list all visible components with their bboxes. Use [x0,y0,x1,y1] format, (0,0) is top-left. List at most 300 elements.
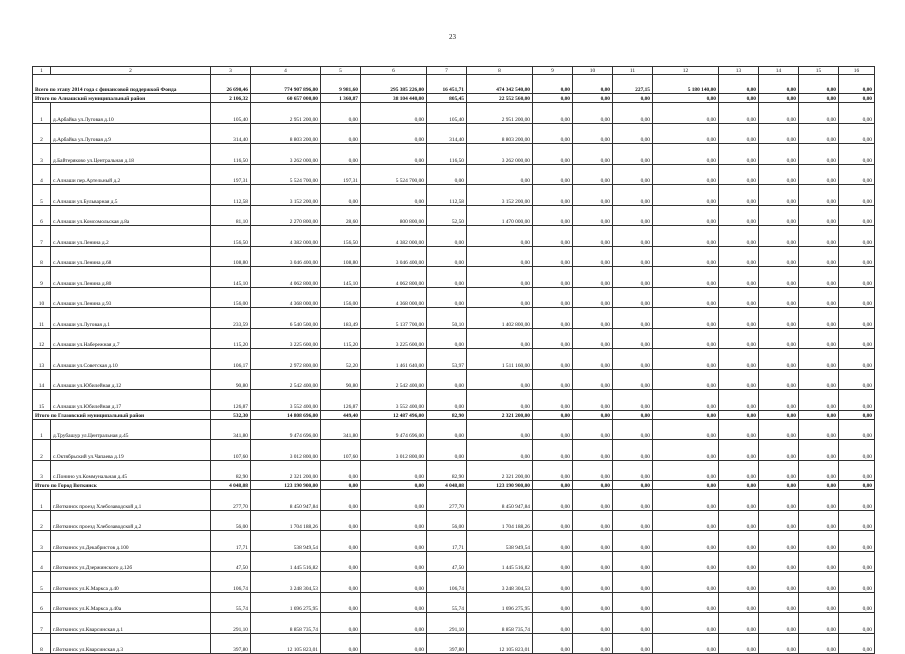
value-cell: 0,00 [839,633,875,654]
column-number: 8 [467,67,533,75]
value-cell: 0,00 [613,328,653,349]
column-number: 11 [613,67,653,75]
address-cell: с.Алнаши ул.Ленина д.80 [51,267,211,288]
value-cell: 0,00 [799,419,839,440]
table-row [33,490,875,511]
row-index: 2 [33,123,51,144]
value-cell: 0,00 [719,246,759,267]
column-number: 13 [719,67,759,75]
total-value: 0,00 [613,410,653,419]
value-cell: 0,00 [533,308,573,329]
value-cell: 0,00 [533,287,573,308]
value-cell: 0,00 [653,633,719,654]
value-cell: 0,00 [361,531,427,552]
value-cell: 8 858 735,74 [467,613,533,634]
value-cell: 0,00 [613,419,653,440]
value-cell: 0,00 [653,460,719,481]
table-row [33,349,875,370]
value-cell: 0,00 [839,164,875,185]
value-cell: 0,00 [427,328,467,349]
total-value: 4 048,08 [427,481,467,490]
value-cell: 0,00 [719,185,759,206]
address-cell: д.Трубашур ул.Центральная д.45 [51,419,211,440]
table-row [33,551,875,572]
total-value: 0,00 [613,94,653,103]
total-value: 0,00 [653,94,719,103]
value-cell: 0,00 [613,592,653,613]
row-index: 5 [33,572,51,593]
table-row [33,531,875,552]
total-value: 0,00 [719,75,759,94]
value-cell: 0,00 [613,144,653,165]
value-cell: 0,00 [533,572,573,593]
value-cell: 0,00 [719,613,759,634]
value-cell: 0,00 [361,592,427,613]
address-cell: д.Арбайка ул.Луговая д.9 [51,123,211,144]
value-cell: 3 046 400,00 [361,246,427,267]
value-cell: 0,00 [839,440,875,461]
value-cell: 0,00 [533,460,573,481]
value-cell: 2 542 400,00 [251,369,321,390]
value-cell: 0,00 [613,226,653,247]
address-cell: с.Понино ул.Коммунальная д.45 [51,460,211,481]
value-cell: 0,00 [533,390,573,411]
value-cell: 0,00 [321,531,361,552]
value-cell: 5 137 700,00 [361,308,427,329]
total-value: 1 360,87 [321,94,361,103]
value-cell: 0,00 [573,510,613,531]
value-cell: 0,00 [321,144,361,165]
value-cell: 52,50 [427,205,467,226]
total-value: 0,00 [839,481,875,490]
value-cell: 277,70 [211,490,251,511]
value-cell: 0,00 [839,613,875,634]
value-cell: 0,00 [427,390,467,411]
table-row [33,633,875,654]
value-cell: 0,00 [653,349,719,370]
value-cell: 0,00 [613,267,653,288]
value-cell: 0,00 [467,390,533,411]
value-cell: 0,00 [573,226,613,247]
value-cell: 156,00 [321,287,361,308]
value-cell: 5 524 700,00 [251,164,321,185]
total-value: 0,00 [321,481,361,490]
value-cell: 0,00 [321,510,361,531]
column-number: 5 [321,67,361,75]
value-cell: 0,00 [839,572,875,593]
row-index: 2 [33,510,51,531]
value-cell: 1 445 516,82 [251,551,321,572]
total-value: 0,00 [573,481,613,490]
value-cell: 0,00 [719,328,759,349]
address-cell: с.Алнаши пер.Артельный д.2 [51,164,211,185]
column-number: 7 [427,67,467,75]
value-cell: 0,00 [613,613,653,634]
value-cell: 0,00 [719,308,759,329]
value-cell: 0,00 [839,369,875,390]
value-cell: 1 511 160,00 [467,349,533,370]
value-cell: 291,10 [427,613,467,634]
address-cell: г.Воткинск проезд Хлебозаводской д.1 [51,490,211,511]
value-cell: 0,00 [533,226,573,247]
column-number: 6 [361,67,427,75]
value-cell: 115,20 [321,328,361,349]
total-label: Итого по Глазовский муниципальный район [33,410,211,419]
value-cell: 0,00 [653,287,719,308]
value-cell: 397,80 [211,633,251,654]
total-value: 0,00 [799,94,839,103]
total-value: 0,00 [799,481,839,490]
value-cell: 0,00 [799,308,839,329]
value-cell: 3 552 400,00 [361,390,427,411]
value-cell: 0,00 [719,419,759,440]
value-cell: 0,00 [799,490,839,511]
total-value: 0,00 [719,481,759,490]
value-cell: 0,00 [759,308,799,329]
value-cell: 12 105 823,01 [251,633,321,654]
value-cell: 2 270 800,00 [251,205,321,226]
value-cell: 0,00 [799,369,839,390]
total-value: 4 048,08 [211,481,251,490]
value-cell: 156,50 [211,226,251,247]
value-cell: 0,00 [573,205,613,226]
value-cell: 0,00 [533,267,573,288]
row-index: 6 [33,205,51,226]
value-cell: 800 800,00 [361,205,427,226]
value-cell: 126,87 [321,390,361,411]
total-value: 0,00 [653,481,719,490]
total-value: 0,00 [799,75,839,94]
column-number: 15 [799,67,839,75]
value-cell: 0,00 [613,369,653,390]
table-row [33,390,875,411]
value-cell: 90,80 [321,369,361,390]
value-cell: 0,00 [759,267,799,288]
total-row [33,75,875,94]
value-cell: 0,00 [653,531,719,552]
total-value: 0,00 [573,75,613,94]
row-index: 4 [33,551,51,572]
address-cell: г.Воткинск ул.Кварсинская д.1 [51,613,211,634]
value-cell: 106,74 [427,572,467,593]
value-cell: 0,00 [759,246,799,267]
value-cell: 0,00 [613,531,653,552]
value-cell: 0,00 [573,592,613,613]
column-number-row [33,67,875,75]
value-cell: 0,00 [613,287,653,308]
value-cell: 3 046 400,00 [251,246,321,267]
value-cell: 0,00 [653,613,719,634]
value-cell: 0,00 [533,490,573,511]
total-value: 38 104 440,00 [361,94,427,103]
value-cell: 0,00 [719,349,759,370]
table-row [33,246,875,267]
value-cell: 0,00 [759,531,799,552]
value-cell: 0,00 [533,419,573,440]
table-row [33,144,875,165]
value-cell: 81,10 [211,205,251,226]
value-cell: 52,20 [321,349,361,370]
value-cell: 0,00 [759,419,799,440]
value-cell: 233,59 [211,308,251,329]
value-cell: 2 951 200,00 [467,103,533,124]
total-row [33,481,875,490]
value-cell: 0,00 [759,123,799,144]
value-cell: 197,31 [321,164,361,185]
value-cell: 0,00 [839,185,875,206]
column-number: 2 [51,67,211,75]
value-cell: 0,00 [719,205,759,226]
value-cell: 5 524 700,00 [361,164,427,185]
table-row [33,510,875,531]
value-cell: 0,00 [839,246,875,267]
total-value: 0,00 [839,94,875,103]
value-cell: 0,00 [799,592,839,613]
value-cell: 47,50 [211,551,251,572]
value-cell: 0,00 [573,287,613,308]
table-row [33,328,875,349]
page-number: 23 [449,33,456,41]
value-cell: 0,00 [573,103,613,124]
row-index: 2 [33,440,51,461]
value-cell: 0,00 [839,592,875,613]
value-cell: 0,00 [799,572,839,593]
row-index: 12 [33,328,51,349]
value-cell: 0,00 [759,551,799,572]
value-cell: 341,80 [211,419,251,440]
value-cell: 0,00 [759,328,799,349]
value-cell: 0,00 [653,226,719,247]
table-body [33,67,875,654]
value-cell: 0,00 [839,328,875,349]
value-cell: 0,00 [653,123,719,144]
value-cell: 0,00 [719,510,759,531]
value-cell: 3 225 600,00 [251,328,321,349]
value-cell: 0,00 [361,633,427,654]
value-cell: 538 949,54 [467,531,533,552]
value-cell: 0,00 [613,440,653,461]
value-cell: 0,00 [653,369,719,390]
value-cell: 1 696 275,95 [467,592,533,613]
value-cell: 0,00 [321,613,361,634]
value-cell: 47,50 [427,551,467,572]
value-cell: 0,00 [653,205,719,226]
value-cell: 341,80 [321,419,361,440]
value-cell: 0,00 [799,440,839,461]
total-value: 60 657 000,00 [251,94,321,103]
total-value: 9 981,60 [321,75,361,94]
value-cell: 3 012 800,00 [361,440,427,461]
value-cell: 0,00 [533,531,573,552]
value-cell: 0,00 [799,551,839,572]
value-cell: 0,00 [321,592,361,613]
value-cell: 3 152 200,00 [467,185,533,206]
row-index: 3 [33,144,51,165]
value-cell: 0,00 [759,440,799,461]
total-value: 2 321 200,00 [467,410,533,419]
value-cell: 112,58 [427,185,467,206]
value-cell: 0,00 [573,390,613,411]
value-cell: 0,00 [719,226,759,247]
address-cell: д.Арбайка ул.Луговая д.10 [51,103,211,124]
value-cell: 0,00 [573,164,613,185]
value-cell: 0,00 [467,164,533,185]
value-cell: 0,00 [839,490,875,511]
value-cell: 105,40 [427,103,467,124]
value-cell: 0,00 [653,328,719,349]
value-cell: 145,10 [211,267,251,288]
value-cell: 0,00 [613,123,653,144]
value-cell: 0,00 [759,572,799,593]
value-cell: 0,00 [799,633,839,654]
value-cell: 0,00 [573,419,613,440]
value-cell: 106,74 [211,572,251,593]
value-cell: 0,00 [759,226,799,247]
row-index: 11 [33,308,51,329]
value-cell: 0,00 [467,267,533,288]
value-cell: 314,40 [427,123,467,144]
value-cell: 0,00 [533,633,573,654]
total-value: 123 190 900,00 [251,481,321,490]
value-cell: 55,74 [427,592,467,613]
value-cell: 50,10 [427,308,467,329]
value-cell: 0,00 [361,572,427,593]
total-value: 0,00 [573,94,613,103]
total-value: 774 907 896,00 [251,75,321,94]
value-cell: 0,00 [361,490,427,511]
value-cell: 0,00 [573,308,613,329]
value-cell: 0,00 [467,226,533,247]
value-cell: 0,00 [799,205,839,226]
value-cell: 0,00 [573,633,613,654]
value-cell: 4 368 000,00 [251,287,321,308]
value-cell: 55,74 [211,592,251,613]
total-value: 0,00 [361,481,427,490]
value-cell: 0,00 [573,460,613,481]
value-cell: 3 248 304,53 [251,572,321,593]
table-row [33,613,875,634]
total-value: 0,00 [533,94,573,103]
table-row [33,205,875,226]
total-value: 227,15 [613,75,653,94]
row-index: 3 [33,531,51,552]
value-cell: 2 972 800,00 [251,349,321,370]
row-index: 10 [33,287,51,308]
value-cell: 0,00 [613,103,653,124]
table-row [33,460,875,481]
value-cell: 0,00 [573,531,613,552]
value-cell: 0,00 [719,551,759,572]
value-cell: 0,00 [533,205,573,226]
value-cell: 0,00 [719,592,759,613]
value-cell: 0,00 [839,287,875,308]
value-cell: 0,00 [427,226,467,247]
value-cell: 0,00 [533,103,573,124]
value-cell: 0,00 [799,226,839,247]
value-cell: 0,00 [719,164,759,185]
value-cell: 0,00 [839,349,875,370]
value-cell: 0,00 [427,440,467,461]
total-label: Итого по Алнашский муниципальный район [33,94,211,103]
value-cell: 116,50 [211,144,251,165]
total-value: 0,00 [573,410,613,419]
value-cell: 0,00 [533,123,573,144]
value-cell: 0,00 [573,144,613,165]
value-cell: 0,00 [719,390,759,411]
value-cell: 0,00 [653,267,719,288]
value-cell: 0,00 [839,267,875,288]
value-cell: 0,00 [573,349,613,370]
value-cell: 0,00 [427,246,467,267]
value-cell: 0,00 [839,144,875,165]
value-cell: 0,00 [573,123,613,144]
address-cell: с.Алнаши ул.Юбилейная д.12 [51,369,211,390]
value-cell: 0,00 [719,531,759,552]
value-cell: 116,50 [427,144,467,165]
value-cell: 0,00 [719,144,759,165]
total-value: 0,00 [759,94,799,103]
column-number: 4 [251,67,321,75]
value-cell: 0,00 [533,246,573,267]
value-cell: 0,00 [719,490,759,511]
value-cell: 3 152 200,00 [251,185,321,206]
total-value: 0,00 [759,410,799,419]
total-value: 0,00 [719,410,759,419]
value-cell: 0,00 [799,510,839,531]
value-cell: 0,00 [759,390,799,411]
value-cell: 4 062 800,00 [251,267,321,288]
value-cell: 2 542 400,00 [361,369,427,390]
table-row [33,440,875,461]
row-index: 7 [33,613,51,634]
value-cell: 0,00 [719,369,759,390]
value-cell: 8 450 947,84 [251,490,321,511]
value-cell: 0,00 [321,123,361,144]
total-value: 0,00 [759,481,799,490]
value-cell: 0,00 [839,390,875,411]
total-value: 26 690,46 [211,75,251,94]
value-cell: 0,00 [839,103,875,124]
table-row [33,226,875,247]
row-index: 9 [33,267,51,288]
value-cell: 4 062 800,00 [361,267,427,288]
value-cell: 28,60 [321,205,361,226]
column-number: 10 [573,67,613,75]
row-index: 6 [33,592,51,613]
value-cell: 0,00 [573,267,613,288]
value-cell: 0,00 [467,287,533,308]
value-cell: 0,00 [573,551,613,572]
value-cell: 0,00 [361,185,427,206]
total-value: 805,45 [427,94,467,103]
value-cell: 0,00 [653,164,719,185]
value-cell: 0,00 [321,103,361,124]
row-index: 5 [33,185,51,206]
total-value: 0,00 [533,75,573,94]
value-cell: 0,00 [799,185,839,206]
column-number: 14 [759,67,799,75]
total-value: 0,00 [653,410,719,419]
total-value: 532,30 [211,410,251,419]
value-cell: 0,00 [799,103,839,124]
row-index: 7 [33,226,51,247]
total-value: 0,00 [839,410,875,419]
value-cell: 1 704 188,26 [467,510,533,531]
value-cell: 4 382 000,00 [361,226,427,247]
row-index: 3 [33,460,51,481]
value-cell: 0,00 [467,246,533,267]
value-cell: 0,00 [321,490,361,511]
